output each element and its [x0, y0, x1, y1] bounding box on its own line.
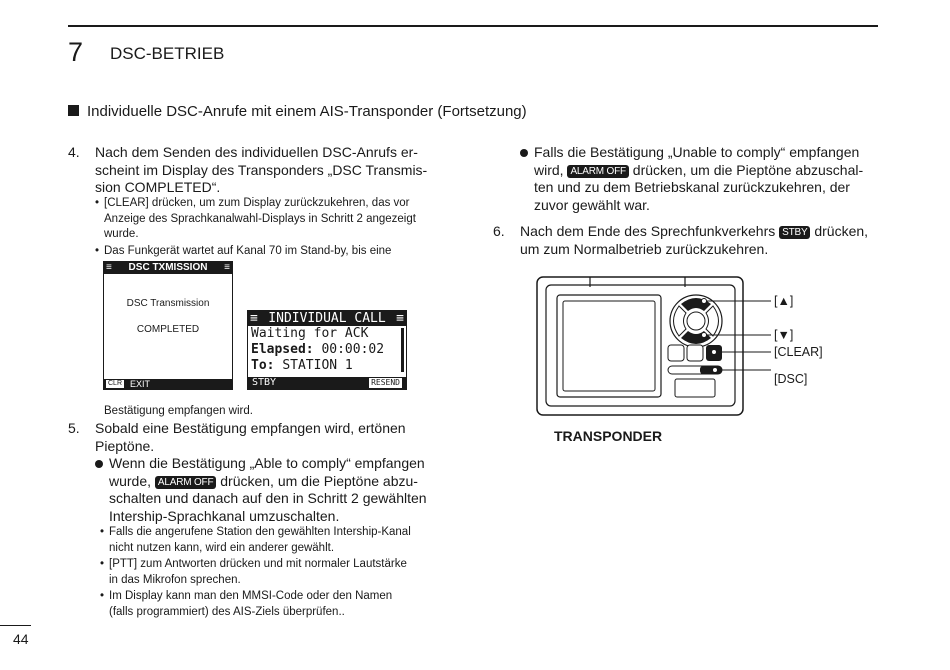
- exit-label: EXIT: [130, 379, 151, 389]
- step-5: [68, 420, 468, 460]
- bullet-dot-icon: [95, 460, 103, 468]
- square-bullet-icon: [68, 105, 79, 116]
- lcd-title-bar: [248, 311, 406, 326]
- lcd-line: COMPLETED: [136, 324, 200, 335]
- lcd-line: DSC Transmission: [126, 298, 210, 309]
- note-ptt: [100, 557, 460, 589]
- softkey-1[interactable]: [668, 345, 684, 361]
- chapter-number: 7: [68, 37, 84, 67]
- menu-icon: ≡: [250, 311, 258, 326]
- leader-dot: [713, 368, 718, 373]
- figure-caption: TRANSPONDER: [554, 428, 663, 444]
- header-rule: [68, 25, 878, 27]
- step-number: 4.: [68, 144, 80, 160]
- label-down: [▼]: [774, 328, 794, 342]
- note-text: [PTT] zum Antworten drücken und mit normaler Lautstärke: [109, 558, 407, 570]
- note-text: Im Display kann man den MMSI-Code oder den Namen: [109, 590, 393, 602]
- bullet-text: wurde, ALARM OFF drücken, um die Pieptöne abzu-: [109, 472, 418, 489]
- note-text: (falls programmiert) des AIS-Ziels überprüfen..: [109, 605, 345, 618]
- lcd-title: DSC TXMISSION: [128, 262, 208, 273]
- note-bullet: •: [95, 197, 100, 209]
- stby-key: STBY: [779, 226, 810, 239]
- menu-icon: ≡: [224, 262, 230, 273]
- bullet-text: Wenn die Bestätigung „Able to comply“ empfangen: [109, 455, 425, 471]
- lcd-softkey-bar: [248, 377, 406, 389]
- step-text-line: Pieptöne.: [95, 437, 155, 454]
- bullet-dot-icon: [520, 149, 528, 157]
- lcd-elapsed: [251, 342, 384, 357]
- bullet-unable-to-comply: [520, 144, 890, 216]
- step-6: [493, 223, 893, 263]
- lcd-line: Waiting for ACK: [251, 326, 369, 341]
- note-text: Bestätigung empfangen wird.: [104, 405, 253, 417]
- menu-icon: ≡: [396, 311, 404, 326]
- leader-dot: [712, 350, 717, 355]
- elapsed-value: 00:00:02: [321, 342, 385, 357]
- lcd-individual-call: [247, 310, 407, 390]
- note-text: Falls die angerufene Station den gewählten Intership-Kanal: [109, 526, 411, 538]
- bullet-text: schalten und danach auf den in Schritt 2 gewählten: [109, 490, 427, 506]
- note-text: Anzeige des Sprachkanalwahl-Displays in Schritt 2 angezeigt: [104, 212, 416, 225]
- note-bullet: •: [100, 590, 105, 602]
- note-mmsi: [100, 589, 460, 621]
- note-bullet: •: [100, 526, 105, 538]
- note-standby-cont: [104, 404, 404, 420]
- leader-dot: [702, 333, 707, 338]
- note-bullet: •: [100, 558, 105, 570]
- step-text-line: sion COMPLETED“.: [95, 179, 221, 195]
- step-text-line: um zum Normalbetrieb zurückzukehren.: [520, 240, 769, 257]
- chapter-title: DSC-BETRIEB: [110, 44, 225, 63]
- note-clear: [95, 196, 475, 246]
- bullet-able-to-comply: [95, 455, 465, 527]
- to-label: To:: [251, 358, 275, 373]
- clr-key[interactable]: CLR: [108, 380, 123, 387]
- page-number: 44: [13, 631, 29, 647]
- step-text-line: Nach dem Ende des Sprechfunkverkehrs STBY drücken,: [520, 223, 869, 239]
- enter-key-icon[interactable]: [687, 312, 705, 330]
- section-title: Individuelle DSC-Anrufe mit einem AIS-Transponder (Fortsetzung): [68, 102, 527, 122]
- step-number: 6.: [493, 223, 505, 239]
- elapsed-label: Elapsed:: [251, 342, 314, 357]
- step-4: [68, 144, 468, 204]
- menu-icon: ≡: [106, 262, 112, 273]
- bullet-text: Intership-Sprachkanal umzuschalten.: [109, 507, 340, 524]
- step-text-line: scheint im Display des Transponders „DSC Transmis-: [95, 161, 428, 178]
- resend-softkey[interactable]: RESEND: [371, 378, 400, 387]
- transponder-screen: [563, 301, 655, 391]
- lcd-title: INDIVIDUAL CALL: [268, 311, 386, 326]
- label-up: [▲]: [774, 294, 794, 308]
- leader-dot: [702, 299, 707, 304]
- lcd-dsc-txmission: [103, 261, 233, 390]
- note-text: Das Funkgerät wartet auf Kanal 70 im Stand-by, bis eine: [104, 245, 392, 257]
- bottom-button[interactable]: [675, 379, 715, 397]
- label-clear: [CLEAR]: [774, 345, 823, 359]
- softkey-2[interactable]: [687, 345, 703, 361]
- alarm-off-key: ALARM OFF: [155, 476, 216, 489]
- to-value: STATION 1: [282, 358, 353, 373]
- note-intership: [100, 525, 460, 557]
- bullet-text: wird, ALARM OFF drücken, um die Pieptöne abzuschal-: [534, 161, 864, 178]
- note-standby: [95, 244, 475, 260]
- label-dsc: [DSC]: [774, 372, 808, 386]
- note-text: wurde.: [104, 228, 139, 240]
- note-text: in das Mikrofon sprechen.: [109, 573, 241, 586]
- lcd-title-bar: [104, 262, 232, 274]
- note-text: [CLEAR] drücken, um zum Display zurückzukehren, das vor: [104, 197, 410, 209]
- step-text-line: Nach dem Senden des individuellen DSC-Anrufs er-: [95, 144, 418, 160]
- note-text: nicht nutzen kann, wird ein anderer gewählt.: [109, 541, 335, 554]
- step-text-line: Sobald eine Bestätigung empfangen wird, ertönen: [95, 420, 406, 436]
- stby-softkey[interactable]: STBY: [252, 377, 277, 388]
- bullet-text: ten und zu dem Betriebskanal zurückzukehren, der: [534, 179, 850, 195]
- scrollbar: [401, 328, 404, 372]
- lcd-softkey-bar: [104, 379, 232, 389]
- bullet-text: Falls die Bestätigung „Unable to comply“ empfangen: [534, 144, 860, 160]
- step-number: 5.: [68, 420, 80, 436]
- page-number-rule: [0, 625, 31, 626]
- note-bullet: •: [95, 245, 100, 257]
- transponder-diagram: [535, 275, 775, 420]
- lcd-to: [251, 358, 353, 373]
- alarm-off-key: ALARM OFF: [567, 165, 628, 178]
- bullet-text: zuvor gewählt war.: [534, 196, 650, 213]
